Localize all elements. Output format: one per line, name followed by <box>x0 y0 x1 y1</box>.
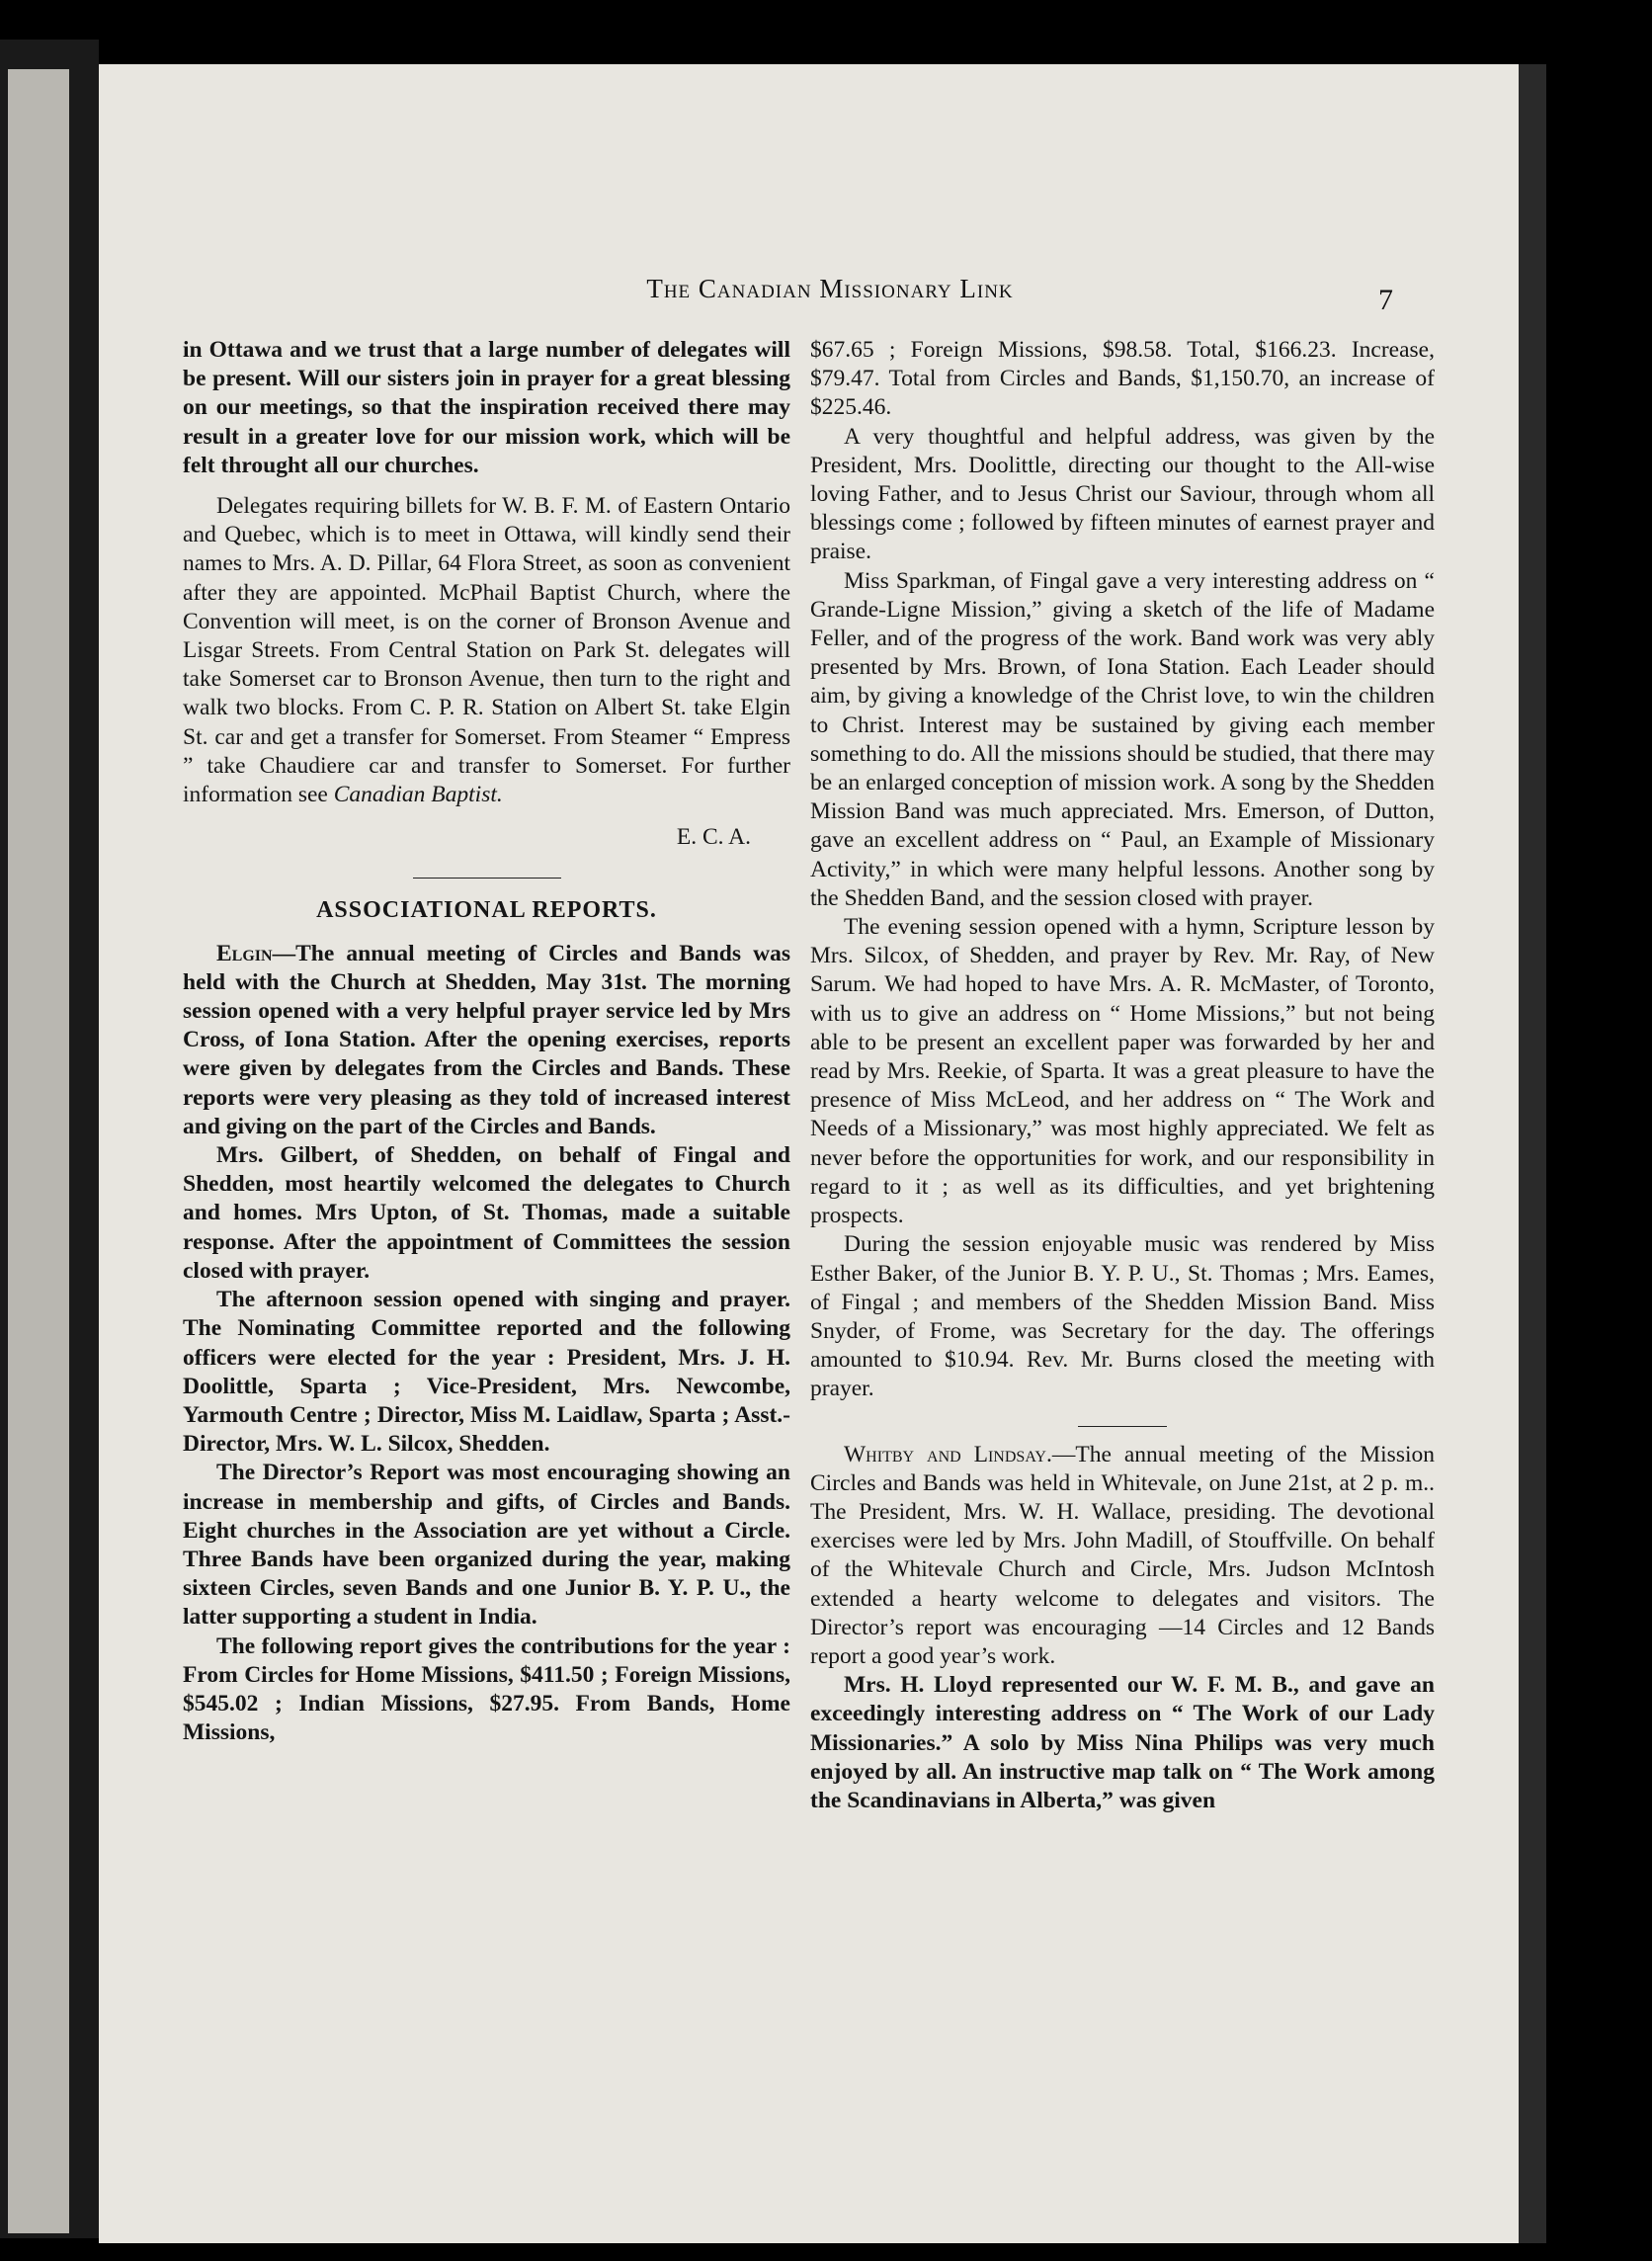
region-name: Whitby and Lindsay. <box>844 1441 1052 1467</box>
paragraph: The afternoon session opened with singing and prayer. The Nominating Committee reported and the following officers were elected for the year : President, Mrs. J. H. Doolittle, Sparta ; Vice-President, Mrs. Newcombe, Yarmouth Centre ; Director, Miss M. Laidlaw, Sparta ; Asst.-Director, Mrs. W. L. Silcox, Shedden. <box>183 1287 790 1458</box>
divider <box>1078 1426 1167 1427</box>
region-name: Elgin <box>216 940 273 966</box>
publication-title: Canadian Baptist. <box>333 782 503 808</box>
section-heading: ASSOCIATIONAL REPORTS. <box>316 897 657 924</box>
document-page <box>99 64 1546 2243</box>
paragraph <box>183 940 790 1141</box>
paragraph: Mrs. H. Lloyd represented our W. F. M. B., and gave an exceedingly interesting address on “ The Work of our Lady Missionaries.” A solo by Miss Nina Philips was very much enjoyed by all. An instructive map talk on “ The Work among the Scandinavians in Alberta,” was given <box>810 1672 1435 1813</box>
page-number: 7 <box>1378 284 1393 316</box>
paragraph <box>183 492 790 809</box>
facing-page-edge <box>8 69 69 2233</box>
paragraph: Miss Sparkman, of Fingal gave a very interesting address on “ Grande-Ligne Mission,” giving a sketch of the life of Madame Feller, and of the progress of the work. Band work was very ably presented by Mrs. Brown, of Iona Station. Each Leader should aim, by giving a knowledge of the Christ love, to win the children to Christ. Interest may be sustained by giving each member something to do. All the missions should be studied, that there may be an enlarged conception of mission work. A song by the Shedden Mission Band was much appreciated. Mrs. Emerson, of Dutton, gave an excellent address on “ Paul, an Example of Missionary Activity,” in which were many helpful lessons. Another song by the Shedden Band, and the session closed with prayer. <box>810 567 1435 911</box>
paragraph: The Director’s Report was most encouraging showing an increase in membership and gifts, of Circles and Bands. Eight churches in the Association are yet without a Circle. Three Bands have been organized during the year, making sixteen Circles, seven Bands and one Junior B. Y. P. U., the latter supporting a student in India. <box>183 1460 790 1631</box>
paragraph-text: —The annual meeting of Circles and Bands was held with the Church at Shedden, May 31st. The morning session opened with a very helpful prayer service led by Mrs Cross, of Iona Station. After the opening exercises, reports were given by delegates from the Circles and Bands. These reports were very pleasing as they told of increased interest and giving on the part of the Circles and Bands. <box>183 940 790 1139</box>
left-column <box>183 336 790 1747</box>
paragraph-text: Delegates requiring billets for W. B. F. M. of Eastern Ontario and Quebec, which is to meet in Ottawa, will kindly send their names to Mrs. A. D. Pillar, 64 Flora Street, as soon as convenient after they are appointed. McPhail Baptist Church, where the Convention will meet, is on the corner of Bronson Avenue and Lisgar Streets. From Central Station on Park St. delegates will take Somerset car to Bronson Avenue, then turn to the right and walk two blocks. From C. P. R. Station on Albert St. take Elgin St. car and get a transfer for Somerset. From Steamer “ Empress ” take Chaudiere car and transfer to Somerset. For further information see <box>183 493 790 808</box>
paragraph: A very thoughtful and helpful address, was given by the President, Mrs. Doolittle, directing our thought to the All-wise loving Father, and to Jesus Christ our Saviour, through whom all blessings come ; followed by fifteen minutes of earnest prayer and praise. <box>810 423 1435 565</box>
paragraph: The following report gives the contributions for the year : From Circles for Home Missions, $411.50 ; Foreign Missions, $545.02 ; Indian Missions, $27.95. From Bands, Home Missions, <box>183 1633 790 1746</box>
paragraph: Mrs. Gilbert, of Shedden, on behalf of Fingal and Shedden, most heartily welcomed the delegates to Church and homes. Mrs Upton, of St. Thomas, made a suitable response. After the appointment of Committees the session closed with prayer. <box>183 1142 790 1284</box>
signature: E. C. A. <box>676 824 751 851</box>
paragraph-text: —The annual meeting of the Mission Circles and Bands was held in Whitevale, on June 21st, at 2 p. m.. The President, Mrs. W. H. Wallace, presiding. The devotional exercises were led by Mrs. John Madill, of Stouffville. On behalf of the Whitevale Church and Circle, Mrs. Judson McIntosh extended a hearty welcome to delegates and visitors. The Director’s report was encouraging —14 Circles and 12 Bands report a good year’s work. <box>810 1441 1436 1669</box>
paragraph: in Ottawa and we trust that a large number of delegates will be present. Will our sisters join in prayer for a great blessing on our meetings, so that the inspiration received there may result in a greater love for our mission work, which will be felt throught all our churches. <box>183 337 790 478</box>
right-column <box>810 336 1435 1815</box>
paragraph: During the session enjoyable music was rendered by Miss Esther Baker, of the Junior B. Y. P. U., St. Thomas ; Mrs. Eames, of Fingal ; and members of the Shedden Mission Band. Miss Snyder, of Frome, was Secretary for the day. The offerings amounted to $10.94. Rev. Mr. Burns closed the meeting with prayer. <box>810 1231 1435 1402</box>
paragraph <box>810 1441 1435 1672</box>
divider <box>413 878 561 879</box>
running-header: The Canadian Missionary Link <box>646 274 1014 303</box>
paragraph: The evening session opened with a hymn, Scripture lesson by Mrs. Silcox, of Shedden, and prayer by Rev. Mr. Ray, of New Sarum. We had hoped to have Mrs. A. R. McMaster, of Toronto, with us to give an address on “ Home Missions,” but not being able to be present an excellent paper was forwarded by her and read by Mrs. Reekie, of Sparta. It was a great pleasure to have the presence of Miss McLeod, and her address on “ The Work and Needs of a Missionary,” was most highly appreciated. We felt as never before the opportunities for work, and our responsibility in regard to it ; as well as its difficulties, and yet brightening prospects. <box>810 914 1435 1229</box>
page-edge-shadow <box>1519 64 1546 2243</box>
paragraph: $67.65 ; Foreign Missions, $98.58. Total, $166.23. Increase, $79.47. Total from Circles and Bands, $1,150.70, an increase of $225.46. <box>810 337 1435 421</box>
